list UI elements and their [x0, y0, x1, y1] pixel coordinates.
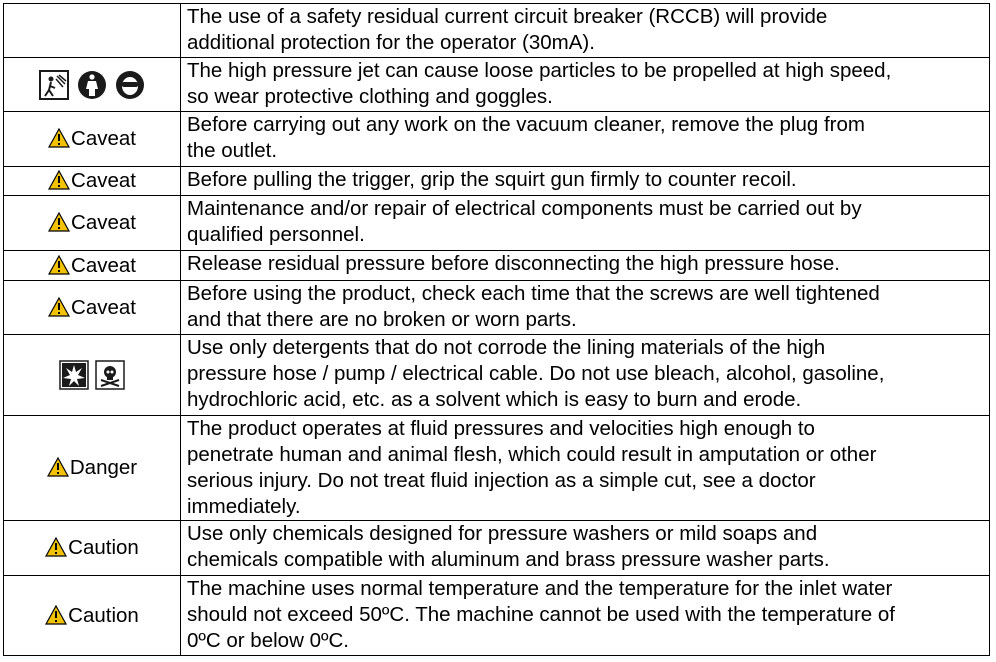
warning-triangle-icon: [45, 605, 67, 625]
table-row: [4, 521, 990, 576]
text-line: 0ºC or below 0ºC.: [187, 629, 349, 652]
text-line: Use only chemicals designed for pressure washers or mild soaps and: [187, 522, 818, 545]
row-label-cell: [4, 196, 181, 251]
severity-label: Caution: [68, 603, 139, 627]
table-row: [4, 196, 990, 251]
row-label-cell: [4, 167, 181, 196]
table-row: [4, 58, 990, 112]
text-line: The use of a safety residual current circuit breaker (RCCB) will provide: [187, 5, 828, 28]
text-line: hydrochloric acid, etc. as a solvent which is easy to burn and erode.: [187, 388, 802, 411]
warning-triangle-icon: [45, 537, 67, 557]
row-text-cell: [181, 576, 990, 656]
warning-triangle-icon: [48, 170, 70, 190]
text-line: and that there are no broken or worn parts.: [187, 308, 577, 331]
table-row: [4, 416, 990, 521]
row-text-cell: [181, 281, 990, 335]
row-label-cell: [4, 416, 181, 521]
table-row: [4, 4, 990, 58]
wet-hazard-icon: [39, 70, 69, 100]
row-text-cell: [181, 112, 990, 167]
text-line: Use only detergents that do not corrode the lining materials of the high: [187, 336, 826, 359]
row-pictogram-cell: [4, 58, 181, 112]
row-text-cell: [181, 196, 990, 251]
text-line: Maintenance and/or repair of electrical components must be carried out by: [187, 197, 862, 220]
flammable-icon: [59, 360, 89, 390]
text-line: Before pulling the trigger, grip the squirt gun firmly to counter recoil.: [187, 168, 797, 191]
text-line: Release residual pressure before disconnecting the high pressure hose.: [187, 252, 840, 275]
text-line: immediately.: [187, 495, 301, 518]
text-line: additional protection for the operator (30mA).: [187, 31, 595, 54]
safety-goggles-icon: [115, 70, 145, 100]
text-line: pressure hose / pump / electrical cable. Do not use bleach, alcohol, gasoline,: [187, 362, 885, 385]
severity-label: Caveat: [71, 295, 136, 319]
row-text-cell: [181, 416, 990, 521]
text-line: The machine uses normal temperature and the temperature for the inlet water: [187, 577, 893, 600]
row-label-cell: [4, 521, 181, 576]
row-text-cell: [181, 4, 990, 58]
warning-triangle-icon: [48, 128, 70, 148]
row-pictogram-cell: [4, 335, 181, 416]
text-line: so wear protective clothing and goggles.: [187, 85, 553, 108]
table-row: [4, 281, 990, 335]
safety-warnings-table: [3, 3, 990, 656]
text-line: The product operates at fluid pressures and velocities high enough to: [187, 417, 815, 440]
text-line: chemicals compatible with aluminum and brass pressure washer parts.: [187, 548, 830, 571]
warning-triangle-icon: [48, 255, 70, 275]
text-line: serious injury. Do not treat fluid injection as a simple cut, see a doctor: [187, 469, 816, 492]
row-label-cell: [4, 576, 181, 656]
toxic-skull-icon: [95, 360, 125, 390]
warning-triangle-icon: [47, 457, 69, 477]
row-text-cell: [181, 167, 990, 196]
row-label-cell-empty: [4, 4, 181, 58]
row-label-cell: [4, 281, 181, 335]
row-text-cell: [181, 58, 990, 112]
table-row: [4, 335, 990, 416]
severity-label: Caveat: [71, 127, 136, 150]
text-line: penetrate human and animal flesh, which could result in amputation or other: [187, 443, 877, 466]
text-line: qualified personnel.: [187, 223, 365, 246]
row-text-cell: [181, 335, 990, 416]
row-label-cell: [4, 112, 181, 167]
table-row: [4, 167, 990, 196]
severity-label: Caveat: [71, 253, 136, 277]
text-line: Before carrying out any work on the vacuum cleaner, remove the plug from: [187, 113, 865, 136]
text-line: the outlet.: [187, 139, 278, 162]
text-line: The high pressure jet can cause loose particles to be propelled at high speed,: [187, 59, 892, 82]
table-row: [4, 112, 990, 167]
warning-triangle-icon: [48, 297, 70, 317]
table-row: [4, 251, 990, 281]
severity-label: Caution: [68, 536, 139, 559]
severity-label: Caveat: [71, 211, 136, 234]
row-text-cell: [181, 251, 990, 281]
text-line: Before using the product, check each time that the screws are well tightened: [187, 282, 880, 305]
severity-label: Danger: [69, 456, 138, 479]
severity-label: Caveat: [71, 169, 136, 192]
text-line: should not exceed 50ºC. The machine cannot be used with the temperature of: [187, 603, 895, 626]
warning-triangle-icon: [48, 212, 70, 232]
table-row: [4, 576, 990, 656]
protective-clothing-icon: [77, 70, 107, 100]
row-label-cell: [4, 251, 181, 281]
row-text-cell: [181, 521, 990, 576]
